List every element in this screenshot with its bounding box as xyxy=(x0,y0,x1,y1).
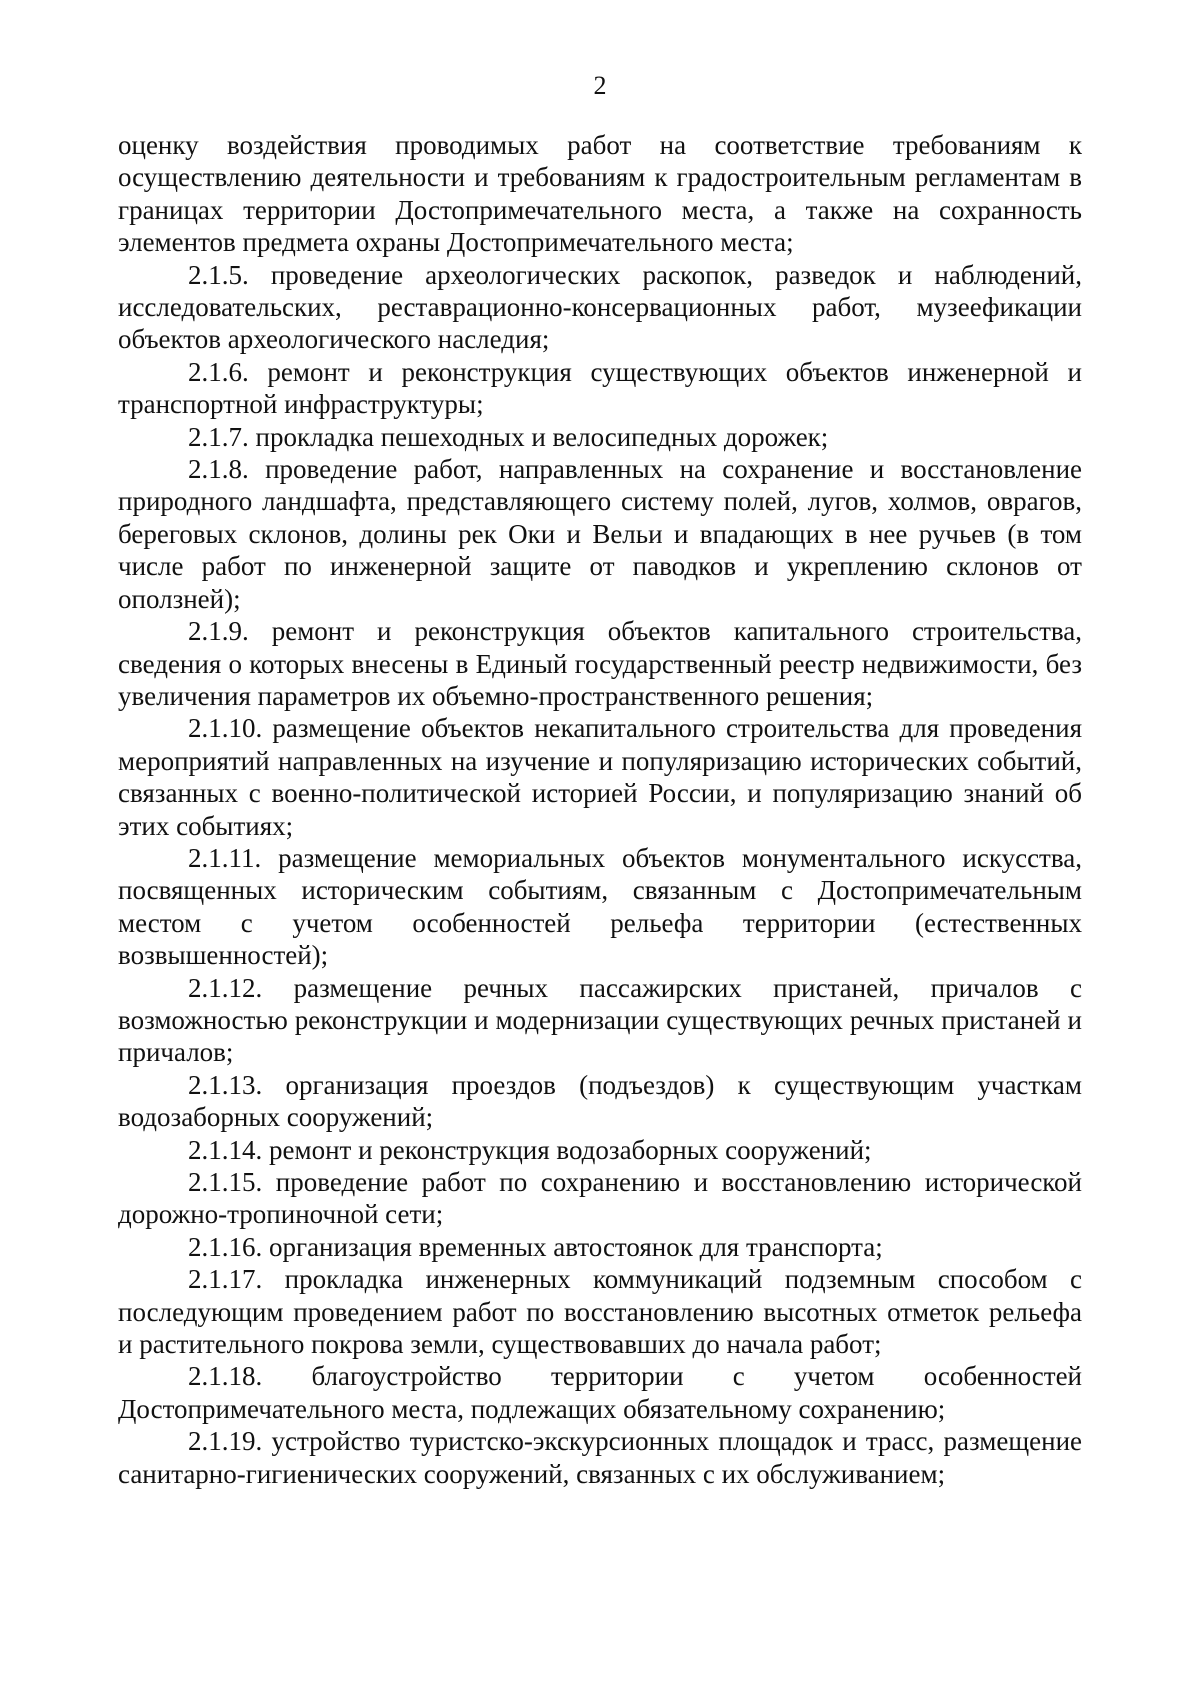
paragraph-2-1-10: 2.1.10. размещение объектов некапитального строительства для проведения мероприятий направленных на изучение и популяризацию исторических событий, связанных с военно-политической историей России, и популяризацию знаний об этих событиях; xyxy=(118,713,1082,841)
paragraph-2-1-5: 2.1.5. проведение археологических раскопок, разведок и наблюдений, исследовательских, реставрационно-консервационных работ, музеефикации объектов археологического наследия; xyxy=(118,259,1082,355)
paragraph-2-1-12: 2.1.12. размещение речных пассажирских пристаней, причалов с возможностью реконструкции и модернизации существующих речных пристаней и причалов; xyxy=(118,972,1082,1068)
paragraph-2-1-15: 2.1.15. проведение работ по сохранению и восстановлению исторической дорожно-тропиночной сети; xyxy=(118,1167,1082,1230)
page-number: 2 xyxy=(593,71,607,100)
paragraph-2-1-9: 2.1.9. ремонт и реконструкция объектов капитального строительства, сведения о которых внесены в Единый государственный реестр недвижимости, без увеличения параметров их объемно-пространственного решения; xyxy=(118,616,1082,711)
paragraph-2-1-17: 2.1.17. прокладка инженерных коммуникаций подземным способом с последующим проведением работ по восстановлению высотных отметок рельефа и растительного покрова земли, существовавших до начала работ; xyxy=(118,1264,1082,1360)
paragraph-2-1-14: 2.1.14. ремонт и реконструкция водозаборных сооружений; xyxy=(188,1134,872,1165)
paragraph-2-1-8: 2.1.8. проведение работ, направленных на сохранение и восстановление природного ландшафта, представляющего систему полей, лугов, холмов, оврагов, береговых склонов, долины рек Оки и Вельи и впадающих в нее ручьев (в том числе работ по инженерной защите от паводков и укреплению склонов от оползней); xyxy=(118,454,1082,614)
paragraph-continuation: оценку воздействия проводимых работ на соответствие требованиям к осуществлению деятельности и требованиям к градостроительным регламентам в границах территории Достопримечательного места, а также на сохранность элементов предмета охраны Достопримечательного места; xyxy=(118,130,1082,258)
paragraph-2-1-13: 2.1.13. организация проездов (подъездов) к существующим участкам водозаборных сооружений; xyxy=(118,1069,1082,1133)
paragraph-2-1-7: 2.1.7. прокладка пешеходных и велосипедных дорожек; xyxy=(188,421,829,452)
paragraph-2-1-16: 2.1.16. организация временных автостоянок для транспорта; xyxy=(188,1231,883,1262)
paragraph-2-1-19: 2.1.19. устройство туристско-экскурсионных площадок и трасс, размещение санитарно-гигиенических сооружений, связанных с их обслуживанием; xyxy=(118,1426,1082,1489)
paragraph-2-1-18: 2.1.18. благоустройство территории с учетом особенностей Достопримечательного места, подлежащих обязательному сохранению; xyxy=(118,1361,1082,1424)
paragraph-2-1-11: 2.1.11. размещение мемориальных объектов монументального искусства, посвященных историческим событиям, связанным с Достопримечательным местом с учетом особенностей рельефа территории (естественных возвышенностей); xyxy=(118,842,1082,971)
paragraph-2-1-6: 2.1.6. ремонт и реконструкция существующих объектов инженерной и транспортной инфраструктуры; xyxy=(118,356,1082,420)
document-body xyxy=(118,129,1082,1490)
